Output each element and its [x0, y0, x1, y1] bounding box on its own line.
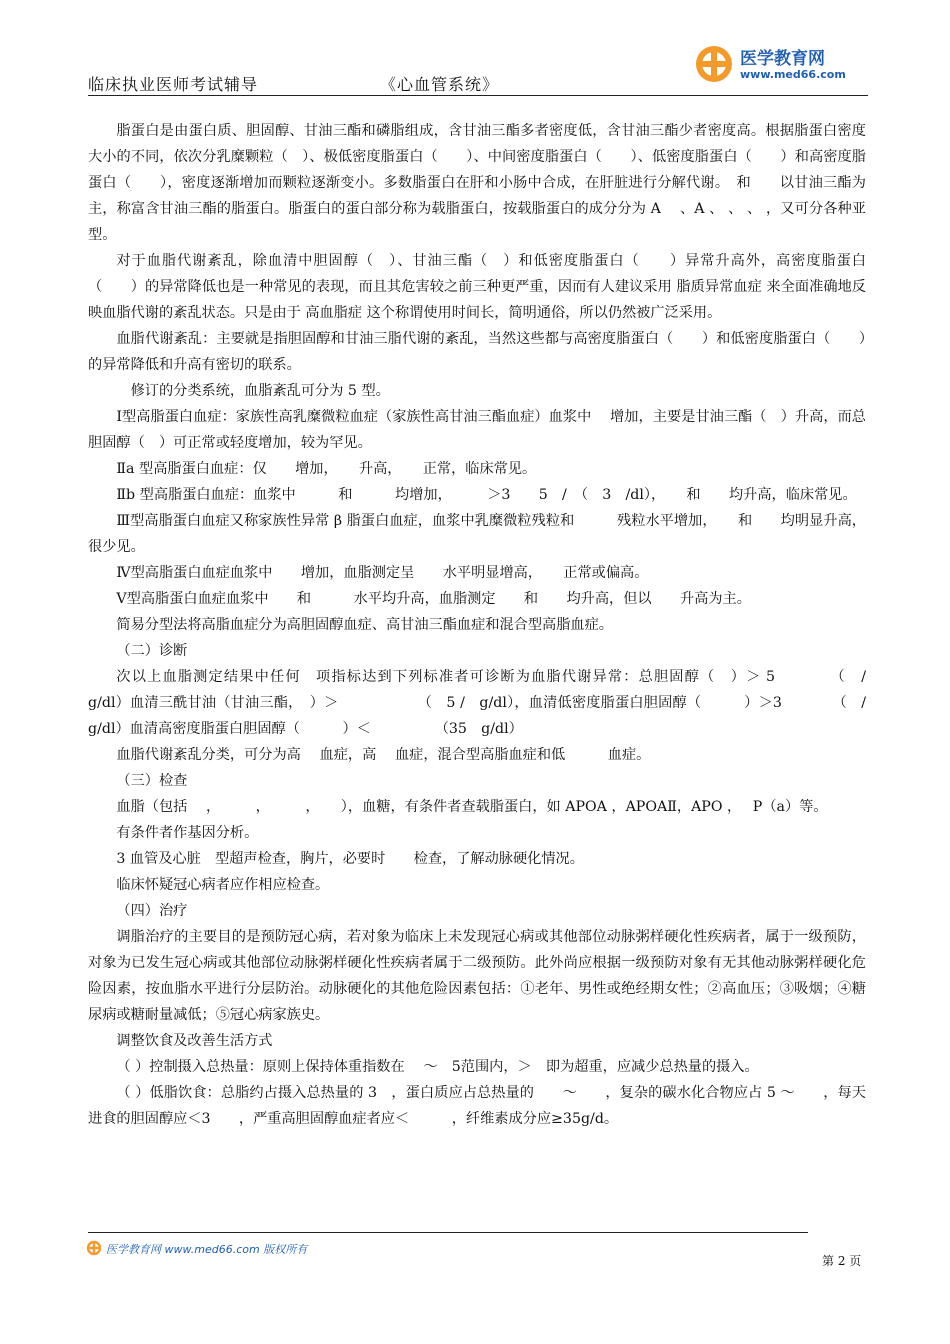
- section-heading-treatment: （四）治疗: [116, 903, 188, 919]
- paragraph-type3: Ⅲ型高脂蛋白血症又称家族性异常 β 脂蛋白血症，血浆中乳糜微粒残粒和 残粒水平增加， 和 均明显升高，很少见。: [88, 513, 866, 555]
- med66-logo: [694, 42, 864, 88]
- paragraph-ultrasound: 3 血管及心脏 型超声检查，胸片，必要时 检查，了解动脉硬化情况。: [116, 851, 584, 867]
- paragraph-dyslipidemia: 对于血脂代谢紊乱，除血清中胆固醇（ ）、甘油三酯（ ）和低密度脂蛋白（ ）异常升高外，高密度脂蛋白（ ）的异常降低也是一种常见的表现，而且其危害较之前三种更严重，因而有人建议采用 脂质异常血症 来全面准确地反映血脂代谢的紊乱状态。只是由于 高血脂症 这个称谓使用时间长，简明通俗，所以仍然被广泛采用。: [88, 253, 866, 321]
- paragraph-blood-lipid-tests: 血脂（包括 ， ， ， ），血糖，有条件者查载脂蛋白，如 APOA ，APOAⅡ，APO ， P（a）等。: [116, 799, 828, 815]
- paragraph-simple-typing: 简易分型法将高脂血症分为高胆固醇血症、高甘油三酯血症和混合型高脂血症。: [116, 617, 613, 633]
- paragraph-classification: 修订的分类系统，血脂紊乱可分为 5 型。: [130, 383, 390, 399]
- paragraph-gene-analysis: 有条件者作基因分析。: [116, 825, 259, 841]
- logo-name: 医学教育网: [740, 49, 825, 69]
- paragraph-type4: Ⅳ型高脂蛋白血症血浆中 增加，血脂测定呈 水平明显增高， 正常或偏高。: [116, 565, 649, 581]
- paragraph-low-fat-diet: （ ）低脂饮食：总脂约占摄入总热量的 3 ，蛋白质应占总热量的 ～ ，复杂的碳水化合物应占 5 ～ ，每天进食的胆固醇应＜3 ，严重高胆固醇血症者应＜ ，纤维素成分应≥35g/d。: [88, 1085, 866, 1127]
- page-number: 第 2 页: [822, 1254, 862, 1268]
- footer-divider: [88, 1232, 808, 1233]
- logo-url: www.med66.com: [740, 68, 846, 81]
- footer-copyright: 医学教育网 www.med66.com 版权所有: [106, 1243, 308, 1256]
- paragraph-chd-check: 临床怀疑冠心病者应作相应检查。: [116, 877, 330, 893]
- paragraph-metabolism: 血脂代谢紊乱：主要就是指胆固醇和甘油三脂代谢的紊乱，当然这些都与高密度脂蛋白（ ）和低密度脂蛋白（ ）的异常降低和升高有密切的联系。: [88, 331, 866, 373]
- section-heading-examination: （三）检查: [116, 773, 188, 789]
- book-title: 《心血管系统》: [380, 75, 500, 94]
- paragraph-treatment-goal: 调脂治疗的主要目的是预防冠心病，若对象为临床上未发现冠心病或其他部位动脉粥样硬化性疾病者，属于一级预防，对象为已发生冠心病或其他部位动脉粥样硬化性疾病者属于二级预防。此外尚应根据一级预防对象有无其他动脉粥样硬化危险因素，按血脂水平进行分层防治。动脉硬化的其他危险因素包括：①老年、男性或绝经期女性；②高血压；③吸烟；④糖尿病或糖耐量减低；⑤冠心病家族史。: [88, 929, 866, 1023]
- page-header: [88, 40, 868, 96]
- footer-logo-icon: [86, 1240, 102, 1256]
- paragraph-type2b: Ⅱb 型高脂蛋白血症：血浆中 和 均增加， ＞3 5 / （ 3 /dl）， 和 均升高，临床常见。: [116, 487, 857, 503]
- course-title: 临床执业医师考试辅导: [88, 75, 259, 94]
- paragraph-calorie-control: （ ）控制摄入总热量：原则上保持体重指数在 ～ 5范围内，＞ 即为超重，应减少总热量的摄入。: [116, 1059, 759, 1075]
- paragraph-lipoprotein: 脂蛋白是由蛋白质、胆固醇、甘油三酯和磷脂组成，含甘油三酯多者密度低，含甘油三酯少者密度高。根据脂蛋白密度大小的不同，依次分乳糜颗粒（ ）、极低密度脂蛋白（ ）、中间密度脂蛋白（ ）、低密度脂蛋白（ ）和高密度脂蛋白（ ），密度逐渐增加而颗粒逐渐变小。多数脂蛋白在肝和小肠中合成，在肝脏进行分解代谢。 和 以甘油三酯为主，称富含甘油三酯的脂蛋白。脂蛋白的蛋白部分称为载脂蛋白，按载脂蛋白的成分分为 A 、A 、 、 、 ，又可分各种亚型。: [88, 123, 866, 243]
- paragraph-type2a: Ⅱa 型高脂蛋白血症：仅 增加， 升高， 正常，临床常见。: [116, 461, 537, 477]
- paragraph-type1: Ⅰ型高脂蛋白血症：家族性高乳糜微粒血症（家族性高甘油三酯血症）血浆中 增加，主要是甘油三酯（ ）升高，而总胆固醇（ ）可正常或轻度增加，较为罕见。: [88, 409, 866, 451]
- section-heading-diagnosis: （二）诊断: [116, 643, 188, 659]
- paragraph-diagnosis-criteria: 次以上血脂测定结果中任何 项指标达到下列标准者可诊断为血脂代谢异常：总胆固醇（ ）＞ 5 （ / g/dl）血清三酰甘油（甘油三酯， ）＞ （ 5 / g/dl），血清低密度脂蛋白胆固醇（ ）＞3 （ / g/dl）血清高密度脂蛋白胆固醇（ ）＜ （35 g/dl）: [88, 669, 895, 737]
- paragraph-lifestyle: 调整饮食及改善生活方式: [116, 1033, 273, 1049]
- document-body: [88, 118, 895, 1132]
- paragraph-type5: Ⅴ型高脂蛋白血症血浆中 和 水平均升高，血脂测定 和 均升高，但以 升高为主。: [116, 591, 751, 607]
- med66-logo-icon: [694, 44, 734, 84]
- paragraph-diagnosis-types: 血脂代谢紊乱分类，可分为高 血症，高 血症，混合型高脂血症和低 血症。: [116, 747, 651, 763]
